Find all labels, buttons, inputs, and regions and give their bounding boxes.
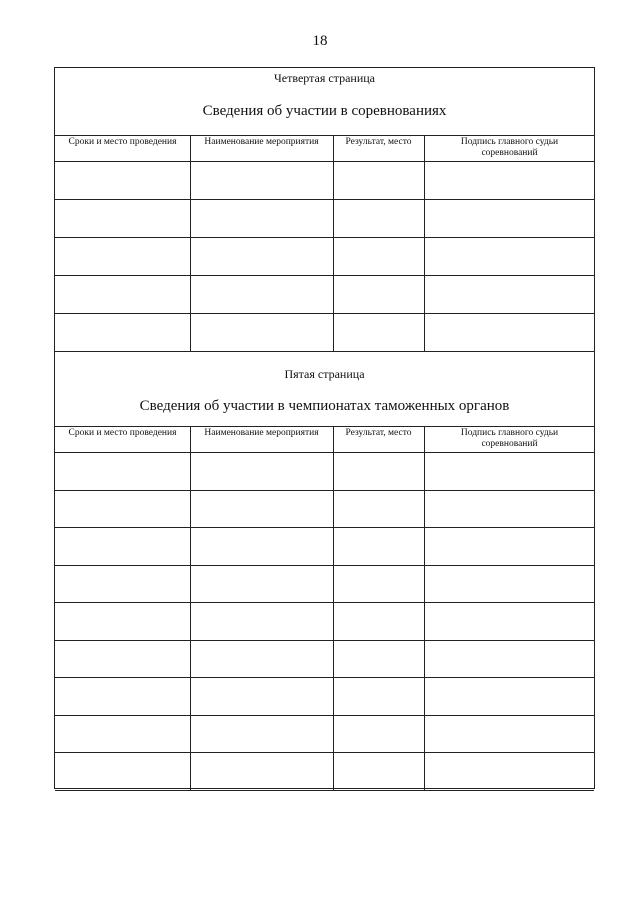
column-header: Подпись главного судьи соревнований: [460, 428, 559, 449]
column-header: Результат, место: [345, 137, 412, 147]
row-rule: [55, 640, 594, 641]
table-cell[interactable]: [424, 454, 595, 488]
table-cell[interactable]: [55, 679, 190, 713]
table-cell[interactable]: [333, 529, 424, 563]
table-cell[interactable]: [55, 239, 190, 273]
table-cell[interactable]: [190, 315, 333, 349]
column-rule: [190, 135, 191, 351]
row-rule: [55, 313, 594, 314]
column-rule: [424, 135, 425, 351]
row-rule: [55, 199, 594, 200]
row-rule: [55, 452, 594, 453]
section-five-label: Пятая страница: [284, 367, 365, 381]
row-rule: [55, 602, 594, 603]
table-cell[interactable]: [55, 717, 190, 751]
table-cell[interactable]: [333, 315, 424, 349]
table-cell[interactable]: [55, 492, 190, 526]
table-cell[interactable]: [55, 163, 190, 197]
table-cell[interactable]: [333, 201, 424, 235]
table-cell[interactable]: [424, 754, 595, 788]
table-cell[interactable]: [55, 642, 190, 676]
table-cell[interactable]: [190, 239, 333, 273]
table-cell[interactable]: [190, 163, 333, 197]
table-cell[interactable]: [424, 567, 595, 601]
table-cell[interactable]: [55, 201, 190, 235]
row-rule: [55, 275, 594, 276]
section-four-label: Четвертая страница: [273, 71, 375, 85]
form-frame: [54, 67, 595, 789]
column-rule: [333, 135, 334, 351]
table-cell[interactable]: [333, 277, 424, 311]
table-cell[interactable]: [333, 163, 424, 197]
table-cell[interactable]: [190, 567, 333, 601]
row-rule: [55, 237, 594, 238]
table-cell[interactable]: [333, 239, 424, 273]
row-rule: [55, 790, 594, 791]
table-cell[interactable]: [424, 277, 595, 311]
table-cell[interactable]: [333, 642, 424, 676]
competitions-table: [55, 135, 594, 351]
table-top-rule: [55, 135, 594, 136]
table-cell[interactable]: [190, 604, 333, 638]
column-header: Наименование мероприятия: [204, 137, 319, 147]
table-cell[interactable]: [333, 604, 424, 638]
row-rule: [55, 161, 594, 162]
table-cell[interactable]: [333, 679, 424, 713]
table-cell[interactable]: [190, 679, 333, 713]
table-cell[interactable]: [190, 454, 333, 488]
row-rule: [55, 565, 594, 566]
table-cell[interactable]: [333, 717, 424, 751]
table-cell[interactable]: [424, 315, 595, 349]
row-rule: [55, 752, 594, 753]
table-cell[interactable]: [424, 492, 595, 526]
table-cell[interactable]: [424, 717, 595, 751]
column-rule: [190, 426, 191, 790]
table-cell[interactable]: [190, 277, 333, 311]
table-cell[interactable]: [190, 529, 333, 563]
table-cell[interactable]: [333, 567, 424, 601]
table-cell[interactable]: [55, 529, 190, 563]
table-cell[interactable]: [190, 642, 333, 676]
table-cell[interactable]: [333, 754, 424, 788]
table-cell[interactable]: [55, 567, 190, 601]
row-rule: [55, 351, 594, 352]
table-cell[interactable]: [424, 201, 595, 235]
column-header: Подпись главного судьи соревнований: [460, 137, 559, 158]
table-cell[interactable]: [55, 277, 190, 311]
column-header: Результат, место: [345, 428, 412, 438]
column-header: Сроки и место проведения: [68, 428, 177, 438]
championships-table: [55, 426, 594, 790]
table-cell[interactable]: [55, 604, 190, 638]
section-four-title: Сведения об участии в соревнованиях: [202, 103, 447, 119]
column-rule: [333, 426, 334, 790]
column-header: Сроки и место проведения: [68, 137, 177, 147]
row-rule: [55, 490, 594, 491]
table-cell[interactable]: [424, 604, 595, 638]
table-cell[interactable]: [424, 529, 595, 563]
table-cell[interactable]: [55, 754, 190, 788]
column-header: Наименование мероприятия: [204, 428, 319, 438]
column-rule: [424, 426, 425, 790]
table-cell[interactable]: [190, 492, 333, 526]
table-cell[interactable]: [424, 163, 595, 197]
table-top-rule: [55, 426, 594, 427]
row-rule: [55, 527, 594, 528]
table-cell[interactable]: [424, 642, 595, 676]
page-number: 18: [312, 33, 328, 49]
table-cell[interactable]: [333, 454, 424, 488]
table-cell[interactable]: [190, 717, 333, 751]
section-five-title: Сведения об участии в чемпионатах таможенных органов: [139, 398, 510, 414]
row-rule: [55, 677, 594, 678]
table-cell[interactable]: [55, 454, 190, 488]
table-cell[interactable]: [190, 201, 333, 235]
table-cell[interactable]: [333, 492, 424, 526]
table-cell[interactable]: [424, 679, 595, 713]
row-rule: [55, 715, 594, 716]
table-cell[interactable]: [55, 315, 190, 349]
table-cell[interactable]: [424, 239, 595, 273]
table-cell[interactable]: [190, 754, 333, 788]
